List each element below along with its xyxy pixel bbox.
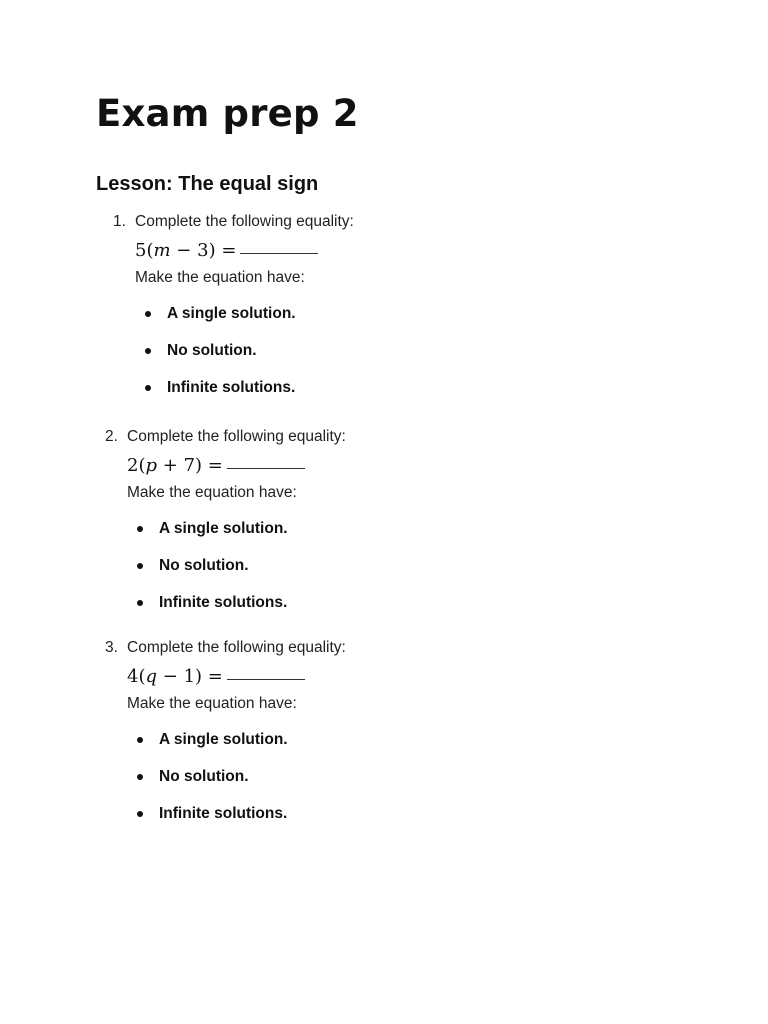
equation-coefficient: 4 [127, 666, 139, 687]
equals-sign: = [207, 455, 223, 476]
equation-operator: − [176, 240, 192, 261]
equation: 2(p + 7) = [127, 454, 305, 478]
answer-blank [227, 467, 305, 469]
options-list [145, 303, 296, 414]
list-item [137, 803, 288, 840]
options-list [137, 518, 288, 629]
prompt-text: Complete the following equality: [127, 639, 346, 656]
equation: 5(m − 3) = [135, 239, 318, 263]
list-item [137, 766, 288, 803]
option-text: A single solution. [159, 520, 288, 537]
equation-coefficient: 2 [127, 455, 139, 476]
equation-variable: m [153, 240, 171, 261]
bullet-icon [137, 737, 143, 743]
equation-constant: 3 [197, 240, 209, 261]
bullet-icon [145, 348, 151, 354]
instruction-text: Make the equation have: [127, 695, 297, 712]
option-text: Infinite solutions. [159, 805, 288, 822]
answer-blank [227, 678, 305, 680]
bullet-icon [137, 526, 143, 532]
list-item [137, 518, 288, 555]
question-number: 1. [113, 213, 126, 230]
option-text: No solution. [167, 342, 257, 359]
list-item [145, 340, 296, 377]
option-text: Infinite solutions. [159, 594, 288, 611]
instruction-text: Make the equation have: [135, 269, 305, 286]
answer-blank [240, 252, 318, 254]
question-prompt [105, 637, 346, 659]
equation-operator: + [162, 455, 178, 476]
equation-constant: 7 [183, 455, 196, 476]
prompt-text: Complete the following equality: [127, 428, 346, 445]
list-item [137, 555, 288, 592]
equation-variable: q [145, 666, 158, 687]
list-item [145, 377, 296, 414]
bullet-icon [137, 811, 143, 817]
page-title: Exam prep 2 [96, 92, 359, 135]
bullet-icon [137, 563, 143, 569]
option-text: No solution. [159, 557, 249, 574]
option-text: A single solution. [159, 731, 288, 748]
list-item [137, 592, 288, 629]
question-number: 3. [105, 639, 118, 656]
instruction-text: Make the equation have: [127, 484, 297, 501]
equation-constant: 1 [183, 666, 196, 687]
lesson-title: Lesson: The equal sign [96, 173, 319, 195]
equation-coefficient: 5 [135, 240, 147, 261]
bullet-icon [137, 774, 143, 780]
equation-operator: − [162, 666, 178, 687]
option-text: No solution. [159, 768, 249, 785]
question-prompt [105, 426, 346, 448]
equals-sign: = [207, 666, 223, 687]
bullet-icon [145, 311, 151, 317]
question-number: 2. [105, 428, 118, 445]
option-text: A single solution. [167, 305, 296, 322]
option-text: Infinite solutions. [167, 379, 296, 396]
question-prompt [113, 211, 354, 233]
prompt-text: Complete the following equality: [135, 213, 354, 230]
list-item [137, 729, 288, 766]
bullet-icon [145, 385, 151, 391]
options-list [137, 729, 288, 840]
equation-variable: p [145, 455, 158, 476]
list-item [145, 303, 296, 340]
equation: 4(q − 1) = [127, 665, 305, 689]
bullet-icon [137, 600, 143, 606]
equals-sign: = [221, 240, 237, 261]
